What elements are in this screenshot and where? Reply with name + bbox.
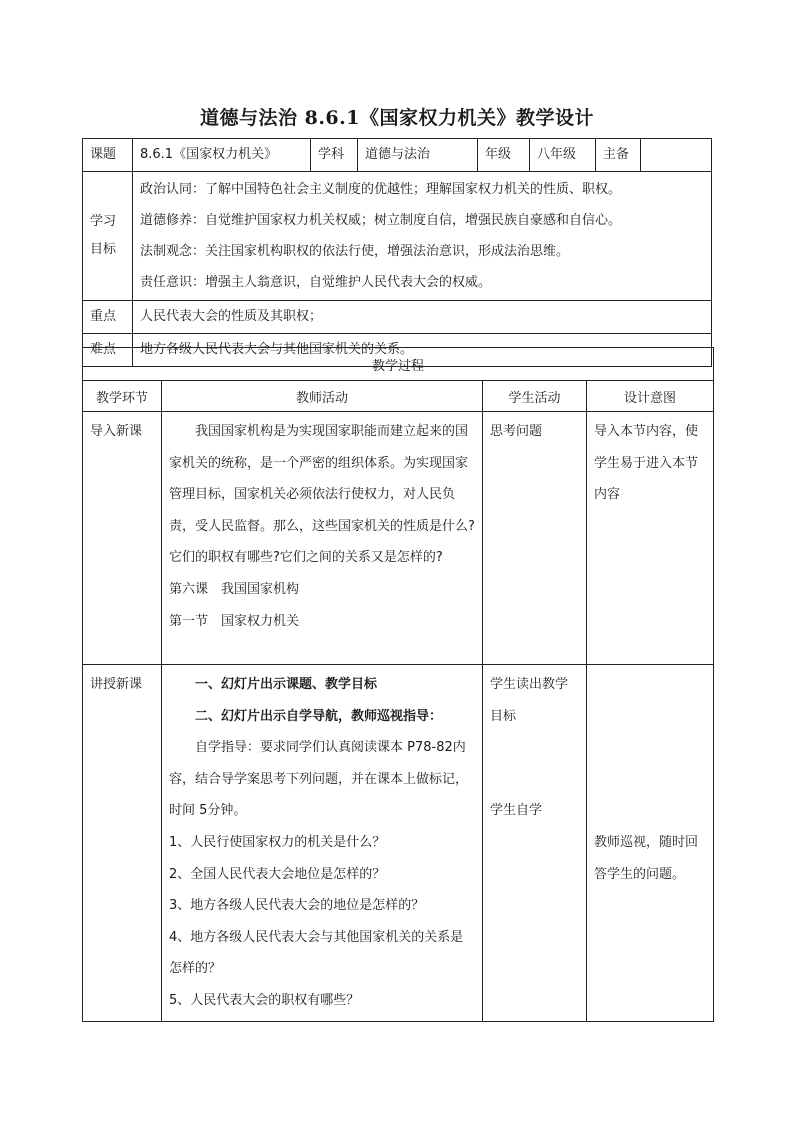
topic-value: 8.6.1《国家权力机关》	[133, 139, 311, 172]
spacer	[490, 732, 579, 795]
intro-design-intent: 导入本节内容，使学生易于进入本节内容	[587, 412, 714, 665]
new-student-activity	[483, 665, 587, 1022]
process-title: 教学过程	[83, 348, 714, 381]
goals-list	[133, 172, 712, 301]
column-header: 教师活动	[162, 381, 483, 412]
section-heading: 第一节 国家权力机关	[169, 613, 300, 629]
goal-item: 政治认同：了解中国特色社会主义制度的优越性；理解国家权力机关的性质、职权。	[140, 182, 622, 197]
stage-intro: 导入新课	[83, 412, 162, 665]
subject-label: 学科	[311, 139, 358, 172]
column-header: 教学环节	[83, 381, 162, 412]
document-title: 道德与法治 8.6.1《国家权力机关》教学设计	[199, 107, 594, 129]
self-study-guide: 自学指导：要求同学们认真阅读课本 P78-82内容，结合导学案思考下列问题，并在课本上做标记，时间 5分钟。	[169, 740, 469, 819]
question-item: 3、地方各级人民代表大会的地位是怎样的？	[169, 898, 425, 914]
student-read-goals: 学生读出教学目标	[490, 677, 569, 724]
intro-paragraph: 我国国家机构是为实现国家职能而建立起来的国家机关的统称，是一个严密的组织体系。为实现国家管理目标，国家机关必须依法行使权力，对人民负责，受人民监督。那么，这些国家机关的性质是什么?它们的职权有哪些?它们之间的关系又是怎样的?	[169, 424, 475, 566]
key-point-label: 重点	[83, 301, 133, 334]
stage-new: 讲授新课	[83, 665, 162, 1022]
grade-label: 年级	[478, 139, 530, 172]
new-teacher-activity	[162, 665, 483, 1022]
spacer	[594, 669, 706, 827]
difficulty-label: 难点	[83, 334, 133, 367]
difficulty-value: 地方各级人民代表大会与其他国家机关的关系。	[133, 334, 712, 367]
subject-value: 道德与法治	[358, 139, 478, 172]
preparer-label: 主备	[596, 139, 641, 172]
goal-item: 责任意识：增强主人翁意识，自觉维护人民代表大会的权威。	[140, 275, 492, 290]
intent-teacher-patrol: 教师巡视，随时回答学生的问题。	[594, 835, 699, 882]
step-two: 二、幻灯片出示自学导航，教师巡视指导：	[195, 708, 443, 724]
column-header: 学生活动	[483, 381, 587, 412]
goal-item: 道德修养：自觉维护国家权力机关权威；树立制度自信，增强民族自豪感和自信心。	[140, 213, 622, 228]
intro-teacher-activity	[162, 412, 483, 665]
grade-value: 八年级	[530, 139, 596, 172]
teaching-process-table	[82, 347, 714, 1022]
intro-student-activity: 思考问题	[483, 412, 587, 665]
preparer-value	[641, 139, 712, 172]
goals-label: 学习目标	[83, 172, 133, 301]
student-self-study: 学生自学	[490, 803, 543, 819]
lesson-heading: 第六课 我国国家机构	[169, 581, 300, 597]
table-row	[83, 412, 714, 665]
new-design-intent	[587, 665, 714, 1022]
table-row	[83, 665, 714, 1022]
column-header: 设计意图	[587, 381, 714, 412]
question-item: 4、地方各级人民代表大会与其他国家机关的关系是怎样的？	[169, 929, 464, 977]
question-item: 2、全国人民代表大会地位是怎样的？	[169, 866, 386, 882]
topic-label: 课题	[83, 139, 133, 172]
key-point-value: 人民代表大会的性质及其职权；	[133, 301, 712, 334]
step-one: 一、幻灯片出示课题、教学目标	[195, 677, 378, 692]
goal-item: 法制观念：关注国家机构职权的依法行使，增强法治意识，形成法治思维。	[140, 244, 570, 259]
question-item: 1、人民行使国家权力的机关是什么？	[169, 834, 386, 850]
lesson-info-table	[82, 138, 712, 367]
question-item: 5、人民代表大会的职权有哪些？	[169, 992, 360, 1008]
